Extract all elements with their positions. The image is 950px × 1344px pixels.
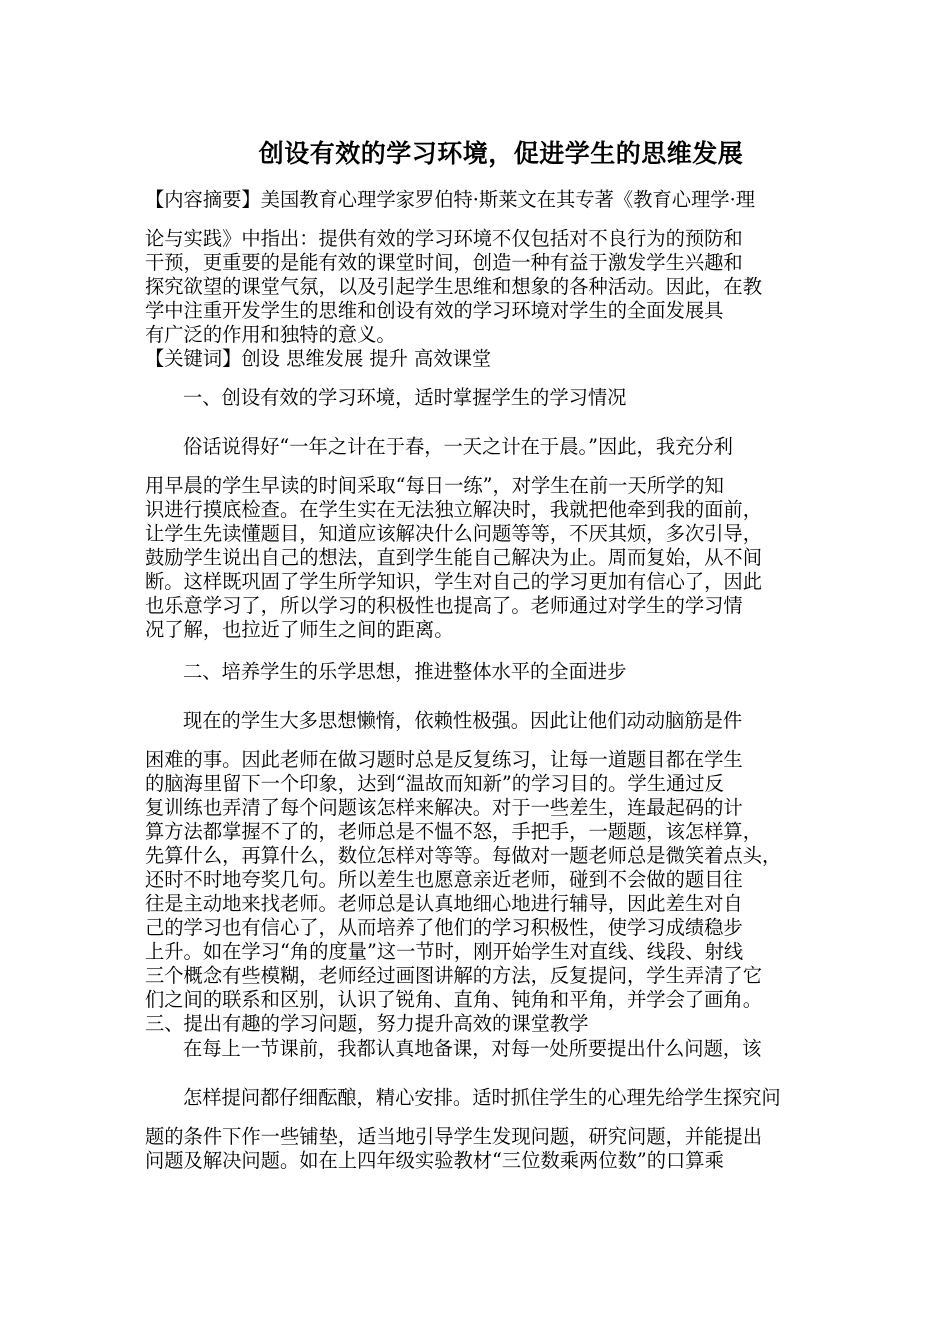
section-heading-1: 一、创设有效的学习环境，适时掌握学生的学习情况 <box>183 386 627 409</box>
paragraph-line: 也乐意学习了，所以学习的积极性也提高了。老师通过对学生的学习情 <box>145 594 743 617</box>
keywords-line: 【关键词】创设 思维发展 提升 高效课堂 <box>145 347 492 370</box>
abstract-line: 论与实践》中指出：提供有效的学习环境不仅包括对不良行为的预防和 <box>145 227 743 250</box>
paragraph-line: 让学生先读懂题目，知道应该解决什么问题等等，不厌其烦，多次引导， <box>145 522 762 545</box>
section-heading-3: 在每上一节课前，我都认真地备课，对每一处所要提出什么问题，该 <box>183 1037 762 1060</box>
paragraph-line: 现在的学生大多思想懒惰，依赖性极强。因此让他们动动脑筋是件 <box>183 709 743 732</box>
paragraph-line: 识进行摸底检查。在学生实在无法独立解决时，我就把他牵到我的面前， <box>145 498 762 521</box>
abstract-line: 学中注重开发学生的思维和创设有效的学习环境对学生的全面发展具 <box>145 299 724 322</box>
paragraph-line: 还时不时地夸奖几句。所以差生也愿意亲近老师，碰到不会做的题目往 <box>145 868 743 891</box>
paragraph-line: 复训练也弄清了每个问题该怎样来解决。对于一些差生，连最起码的计 <box>145 796 743 819</box>
paragraph-line: 三、提出有趣的学习问题，努力提升高效的课堂教学 <box>145 1012 589 1035</box>
paragraph-line: 用早晨的学生早读的时间采取“每日一练”，对学生在前一天所学的知 <box>145 474 724 497</box>
abstract-line: 有广泛的作用和独特的意义。 <box>145 323 396 346</box>
paragraph-line: 的脑海里留下一个印象，达到“温故而知新”的学习目的。学生通过反 <box>145 772 724 795</box>
paragraph-line: 断。这样既巩固了学生所学知识，学生对自己的学习更加有信心了，因此 <box>145 570 762 593</box>
paragraph-line: 问题及解决问题。如在上四年级实验教材“三位数乘两位数”的口算乘 <box>145 1149 724 1172</box>
paragraph-line: 往是主动地来找老师。老师总是认真地细心地进行辅导，因此差生对自 <box>145 892 743 915</box>
document-title: 创设有效的学习环境，促进学生的思维发展 <box>258 139 744 168</box>
paragraph-line: 鼓励学生说出自己的想法，直到学生能自己解决为止。周而复始，从不间 <box>145 546 762 569</box>
section-heading-2: 二、培养学生的乐学思想，推进整体水平的全面进步 <box>183 660 627 683</box>
paragraph-line: 俗话说得好“一年之计在于春，一天之计在于晨。”因此，我充分利 <box>183 435 733 458</box>
paragraph-line: 怎样提问都仔细酝酿，精心安排。适时抓住学生的心理先给学生探究问 <box>183 1086 781 1109</box>
abstract-line: 【内容摘要】美国教育心理学家罗伯特·斯莱文在其专著《教育心理学·理 <box>145 188 755 211</box>
paragraph-line: 三个概念有些模糊，老师经过画图讲解的方法，反复提问，学生弄清了它 <box>145 964 762 987</box>
paragraph-line: 先算什么，再算什么，数位怎样对等等。每做对一题老师总是微笑着点头， <box>145 844 782 867</box>
paragraph-line: 们之间的联系和区别，认识了锐角、直角、钝角和平角，并学会了画角。 <box>145 988 762 1011</box>
paragraph-line: 况了解，也拉近了师生之间的距离。 <box>145 618 454 641</box>
paragraph-line: 己的学习也有信心了，从而培养了他们的学习积极性，使学习成绩稳步 <box>145 916 743 939</box>
paragraph-line: 算方法都掌握不了的，老师总是不愠不怒，手把手，一题题，该怎样算， <box>145 820 762 843</box>
paragraph-line: 困难的事。因此老师在做习题时总是反复练习，让每一道题目都在学生 <box>145 748 743 771</box>
paragraph-line: 题的条件下作一些铺垫，适当地引导学生发现问题，研究问题，并能提出 <box>145 1125 762 1148</box>
paragraph-line: 上升。如在学习“角的度量”这一节时，刚开始学生对直线、线段、射线 <box>145 940 744 963</box>
abstract-line: 探究欲望的课堂气氛，以及引起学生思维和想象的各种活动。因此，在教 <box>145 275 762 298</box>
abstract-line: 干预，更重要的是能有效的课堂时间，创造一种有益于激发学生兴趣和 <box>145 251 743 274</box>
